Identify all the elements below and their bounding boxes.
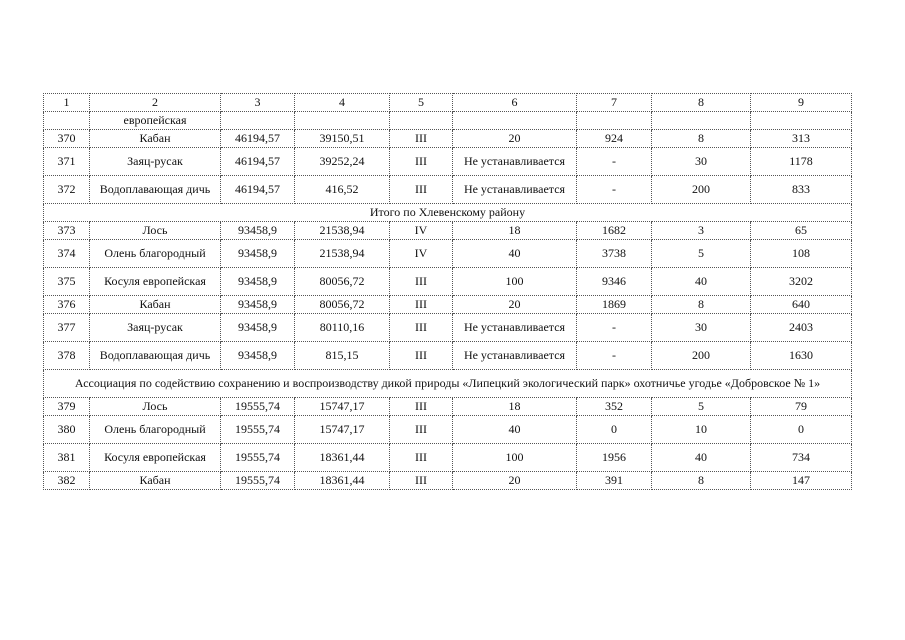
table-cell: III (390, 296, 453, 314)
table-cell: 30 (652, 314, 751, 342)
table-cell: 40 (453, 240, 577, 268)
table-cell: Кабан (90, 296, 221, 314)
table-cell: 1869 (577, 296, 652, 314)
table-cell: 79 (751, 398, 852, 416)
table-cell: 18 (453, 222, 577, 240)
table-row (44, 416, 852, 444)
column-number-cell: 4 (295, 94, 390, 112)
table-cell: 93458,9 (221, 296, 295, 314)
table-cell (295, 112, 390, 130)
table-cell: 640 (751, 296, 852, 314)
table-cell: 80056,72 (295, 296, 390, 314)
table-cell: 100 (453, 444, 577, 472)
table-cell (652, 112, 751, 130)
table-cell: - (577, 148, 652, 176)
table-cell: 93458,9 (221, 240, 295, 268)
table-cell: III (390, 130, 453, 148)
table-cell: 416,52 (295, 176, 390, 204)
table-cell: 2403 (751, 314, 852, 342)
table-cell: 80110,16 (295, 314, 390, 342)
table-cell: Не устанавливается (453, 176, 577, 204)
table-row (44, 398, 852, 416)
table-cell: Кабан (90, 130, 221, 148)
table-cell: 19555,74 (221, 472, 295, 490)
table-cell: 39150,51 (295, 130, 390, 148)
table-row (44, 472, 852, 490)
table-cell: IV (390, 240, 453, 268)
table-cell: 19555,74 (221, 398, 295, 416)
table-cell: Кабан (90, 472, 221, 490)
table-cell: 200 (652, 176, 751, 204)
table-cell: 380 (44, 416, 90, 444)
table-cell: 46194,57 (221, 176, 295, 204)
table-cell: III (390, 416, 453, 444)
table-cell: 21538,94 (295, 222, 390, 240)
table-cell: 0 (577, 416, 652, 444)
table-row (44, 268, 852, 296)
table-cell: 379 (44, 398, 90, 416)
table-cell: Заяц-русак (90, 148, 221, 176)
table-cell: 381 (44, 444, 90, 472)
table-cell: 20 (453, 472, 577, 490)
section-heading-row (44, 204, 852, 222)
table-cell (390, 112, 453, 130)
table-cell: 371 (44, 148, 90, 176)
table-cell: 375 (44, 268, 90, 296)
table-cell: Водоплавающая дичь (90, 176, 221, 204)
table-cell: 378 (44, 342, 90, 370)
table-cell: 376 (44, 296, 90, 314)
table-cell: 20 (453, 296, 577, 314)
table-cell: 65 (751, 222, 852, 240)
table-cell: 815,15 (295, 342, 390, 370)
table-row (44, 148, 852, 176)
table-cell: III (390, 398, 453, 416)
table-cell: IV (390, 222, 453, 240)
column-number-cell: 7 (577, 94, 652, 112)
table-cell: III (390, 148, 453, 176)
table-row (44, 314, 852, 342)
table-cell: 30 (652, 148, 751, 176)
wildlife-quota-table (43, 93, 852, 490)
table-cell: 40 (652, 268, 751, 296)
table-row (44, 296, 852, 314)
table-cell (577, 112, 652, 130)
table-cell: 15747,17 (295, 398, 390, 416)
table-cell: 9346 (577, 268, 652, 296)
table-cell: 1630 (751, 342, 852, 370)
table-cell: 93458,9 (221, 342, 295, 370)
table-cell: Олень благородный (90, 240, 221, 268)
table-row (44, 176, 852, 204)
table-cell: Косуля европейская (90, 444, 221, 472)
table-cell: 374 (44, 240, 90, 268)
table-cell: 3738 (577, 240, 652, 268)
table-cell: 313 (751, 130, 852, 148)
table-cell (221, 112, 295, 130)
table-cell: 18361,44 (295, 444, 390, 472)
table-row (44, 222, 852, 240)
table-cell: 833 (751, 176, 852, 204)
table-cell: 21538,94 (295, 240, 390, 268)
table-cell: III (390, 444, 453, 472)
table-cell: III (390, 342, 453, 370)
table-cell: - (577, 342, 652, 370)
table-cell: Заяц-русак (90, 314, 221, 342)
table-cell (453, 112, 577, 130)
table-cell: Не устанавливается (453, 314, 577, 342)
table-cell: 5 (652, 240, 751, 268)
table-cell: 377 (44, 314, 90, 342)
table-cell: 3202 (751, 268, 852, 296)
table-row (44, 342, 852, 370)
table-row (44, 240, 852, 268)
column-number-cell: 5 (390, 94, 453, 112)
table-cell: 93458,9 (221, 314, 295, 342)
table-cell: 1178 (751, 148, 852, 176)
table-cell: 100 (453, 268, 577, 296)
table-cell (44, 112, 90, 130)
column-number-cell: 6 (453, 94, 577, 112)
table-cell: 93458,9 (221, 268, 295, 296)
table-cell: Лось (90, 222, 221, 240)
table-cell: европейская (90, 112, 221, 130)
table-cell: 19555,74 (221, 416, 295, 444)
column-number-cell: 9 (751, 94, 852, 112)
table-cell: 372 (44, 176, 90, 204)
table-cell: 18361,44 (295, 472, 390, 490)
table-cell: Косуля европейская (90, 268, 221, 296)
table-cell: 8 (652, 296, 751, 314)
table-cell: - (577, 176, 652, 204)
table-cell: 200 (652, 342, 751, 370)
table-cell: III (390, 268, 453, 296)
table-cell: 8 (652, 472, 751, 490)
column-number-row (44, 94, 852, 112)
table-cell: 108 (751, 240, 852, 268)
table-cell: 382 (44, 472, 90, 490)
table-cell: 46194,57 (221, 148, 295, 176)
table-cell: 391 (577, 472, 652, 490)
table-cell: 10 (652, 416, 751, 444)
table-cell: 19555,74 (221, 444, 295, 472)
table-cell (751, 112, 852, 130)
table-cell: 40 (652, 444, 751, 472)
table-cell: 734 (751, 444, 852, 472)
table-cell: 1682 (577, 222, 652, 240)
table-cell: 352 (577, 398, 652, 416)
table-cell: Водоплавающая дичь (90, 342, 221, 370)
table-cell: III (390, 314, 453, 342)
section-heading: Итого по Хлевенскому району (44, 204, 852, 222)
table-body (44, 94, 852, 490)
table-cell: 15747,17 (295, 416, 390, 444)
table-cell: 80056,72 (295, 268, 390, 296)
column-number-cell: 1 (44, 94, 90, 112)
table-cell: 8 (652, 130, 751, 148)
table-cell: 18 (453, 398, 577, 416)
table-cell: 39252,24 (295, 148, 390, 176)
table-cell: 0 (751, 416, 852, 444)
table-cell: III (390, 472, 453, 490)
table-cell: 147 (751, 472, 852, 490)
table-cell: Олень благородный (90, 416, 221, 444)
table-cell: Не устанавливается (453, 148, 577, 176)
section-heading: Ассоциация по содействию сохранению и воспроизводству дикой природы «Липецкий экологический парк» охотничье угодье «Добровское № 1» (44, 370, 852, 398)
table-row (44, 112, 852, 130)
table-cell: 3 (652, 222, 751, 240)
column-number-cell: 2 (90, 94, 221, 112)
table-cell: 20 (453, 130, 577, 148)
table-cell: 40 (453, 416, 577, 444)
table-cell: 5 (652, 398, 751, 416)
column-number-cell: 3 (221, 94, 295, 112)
table-cell: - (577, 314, 652, 342)
table-row (44, 130, 852, 148)
table-cell: Не устанавливается (453, 342, 577, 370)
table-cell: 46194,57 (221, 130, 295, 148)
table-cell: 373 (44, 222, 90, 240)
table-cell: Лось (90, 398, 221, 416)
table-cell: 93458,9 (221, 222, 295, 240)
table-cell: 1956 (577, 444, 652, 472)
table-cell: III (390, 176, 453, 204)
table-cell: 924 (577, 130, 652, 148)
column-number-cell: 8 (652, 94, 751, 112)
table-cell: 370 (44, 130, 90, 148)
table-row (44, 444, 852, 472)
section-heading-row (44, 370, 852, 398)
